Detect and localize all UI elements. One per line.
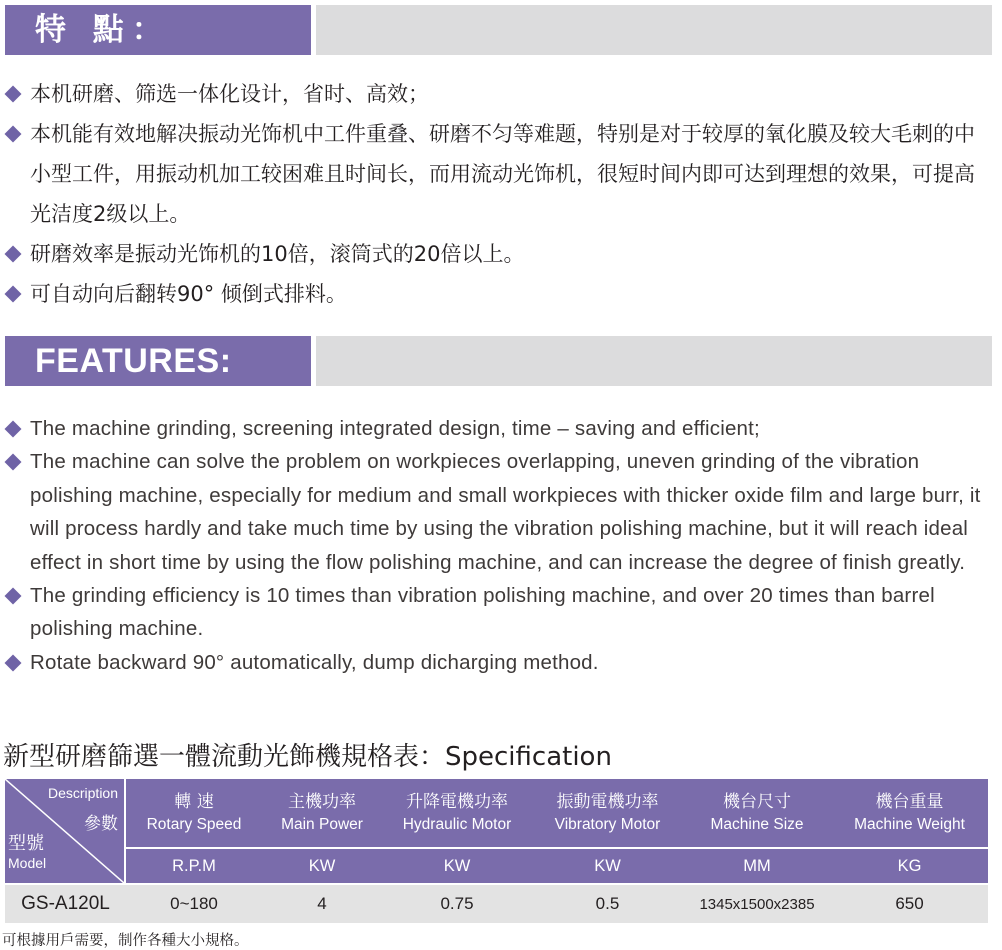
diamond-icon [5, 246, 22, 263]
feature-text-cn: 本机能有效地解决振动光饰机中工件重叠、研磨不匀等难题，特别是对于较厚的氧化膜及较大毛刺的中小型工件，用振动机加工较困难且时间长，而用流动光饰机，很短时间内即可达到理想的效果，可提高光洁度2级以上。 [30, 122, 975, 226]
feature-text-en: Rotate backward 90° automatically, dump dicharging method. [30, 650, 599, 674]
unit-cell: KW [262, 848, 382, 884]
footnote: 可根據用戶需要，制作各種大小規格。 [2, 933, 249, 949]
banner-gray-bar [316, 336, 992, 386]
model-cell: GS-A120L [5, 884, 126, 923]
value-cell: 0~180 [126, 884, 262, 923]
header-corner-cell [5, 779, 126, 884]
unit-cell: MM [683, 848, 831, 884]
spec-title: 新型研磨篩選一體流動光飾機規格表：Specification [3, 742, 612, 772]
feature-text-en: The machine grinding, screening integrated design, time – saving and efficient; [30, 417, 760, 440]
features-list-en [0, 412, 1002, 679]
banner-title-en: FEATURES: [35, 342, 232, 380]
column-header-main-power: 主機功率 Main Power [262, 779, 382, 848]
unit-cell: KW [382, 848, 532, 884]
unit-cell: KG [831, 848, 988, 884]
list-item [0, 114, 1002, 234]
feature-text-cn: 研磨效率是振动光饰机的10倍，滚筒式的20倍以上。 [30, 242, 525, 266]
value-cell: 1345x1500x2385 [683, 884, 831, 923]
column-header-vibratory-motor: 振動電機功率 Vibratory Motor [532, 779, 683, 848]
table-row [5, 884, 988, 923]
diamond-icon [5, 588, 22, 605]
list-item [0, 646, 1002, 679]
list-item [0, 412, 1002, 445]
corner-type-label: 型號 [8, 833, 44, 854]
list-item [0, 579, 1002, 646]
features-list-cn [0, 74, 1002, 314]
value-cell: 650 [831, 884, 988, 923]
feature-text-cn: 本机研磨、筛选一体化设计，省时、高效； [30, 82, 429, 106]
column-header-machine-weight: 機台重量 Machine Weight [831, 779, 988, 848]
feature-text-en: The machine can solve the problem on workpieces overlapping, uneven grinding of the vibration polishing machine, especially for medium and small workpieces with thicker oxide film and large burr, it will process hardly and take much time by using the vibration polishing machine, but it will reach ideal effect in short time by using the flow polishing machine, and can increase the degree of finish greatly. [30, 450, 981, 574]
diamond-icon [5, 126, 22, 143]
value-cell: 0.75 [382, 884, 532, 923]
column-header-rotary-speed: 轉 速 Rotary Speed [126, 779, 262, 848]
spec-table [5, 779, 988, 923]
corner-model-label: Model [8, 855, 47, 871]
unit-cell: KW [532, 848, 683, 884]
corner-description-label: Description [47, 785, 118, 801]
feature-text-en: The grinding efficiency is 10 times than vibration polishing machine, and over 20 times than barrel polishing machine. [30, 584, 935, 641]
banner-gray-bar [316, 5, 992, 55]
value-cell: 0.5 [532, 884, 683, 923]
diamond-icon [5, 454, 22, 471]
list-item [0, 74, 1002, 114]
feature-text-cn: 可自动向后翻转90° 倾倒式排料。 [30, 282, 347, 306]
corner-param-label: 參數 [84, 814, 118, 834]
diamond-icon [5, 654, 22, 671]
list-item [0, 445, 1002, 579]
list-item [0, 234, 1002, 274]
column-header-hydraulic-motor: 升降電機功率 Hydraulic Motor [382, 779, 532, 848]
diamond-icon [5, 86, 22, 103]
diamond-icon [5, 421, 22, 438]
banner-features-en [5, 336, 992, 386]
column-header-machine-size: 機台尺寸 Machine Size [683, 779, 831, 848]
unit-cell: R.P.M [126, 848, 262, 884]
value-cell: 4 [262, 884, 382, 923]
banner-features-cn [5, 5, 992, 55]
list-item [0, 274, 1002, 314]
banner-title-cn: 特 點： [35, 12, 171, 48]
diamond-icon [5, 286, 22, 303]
